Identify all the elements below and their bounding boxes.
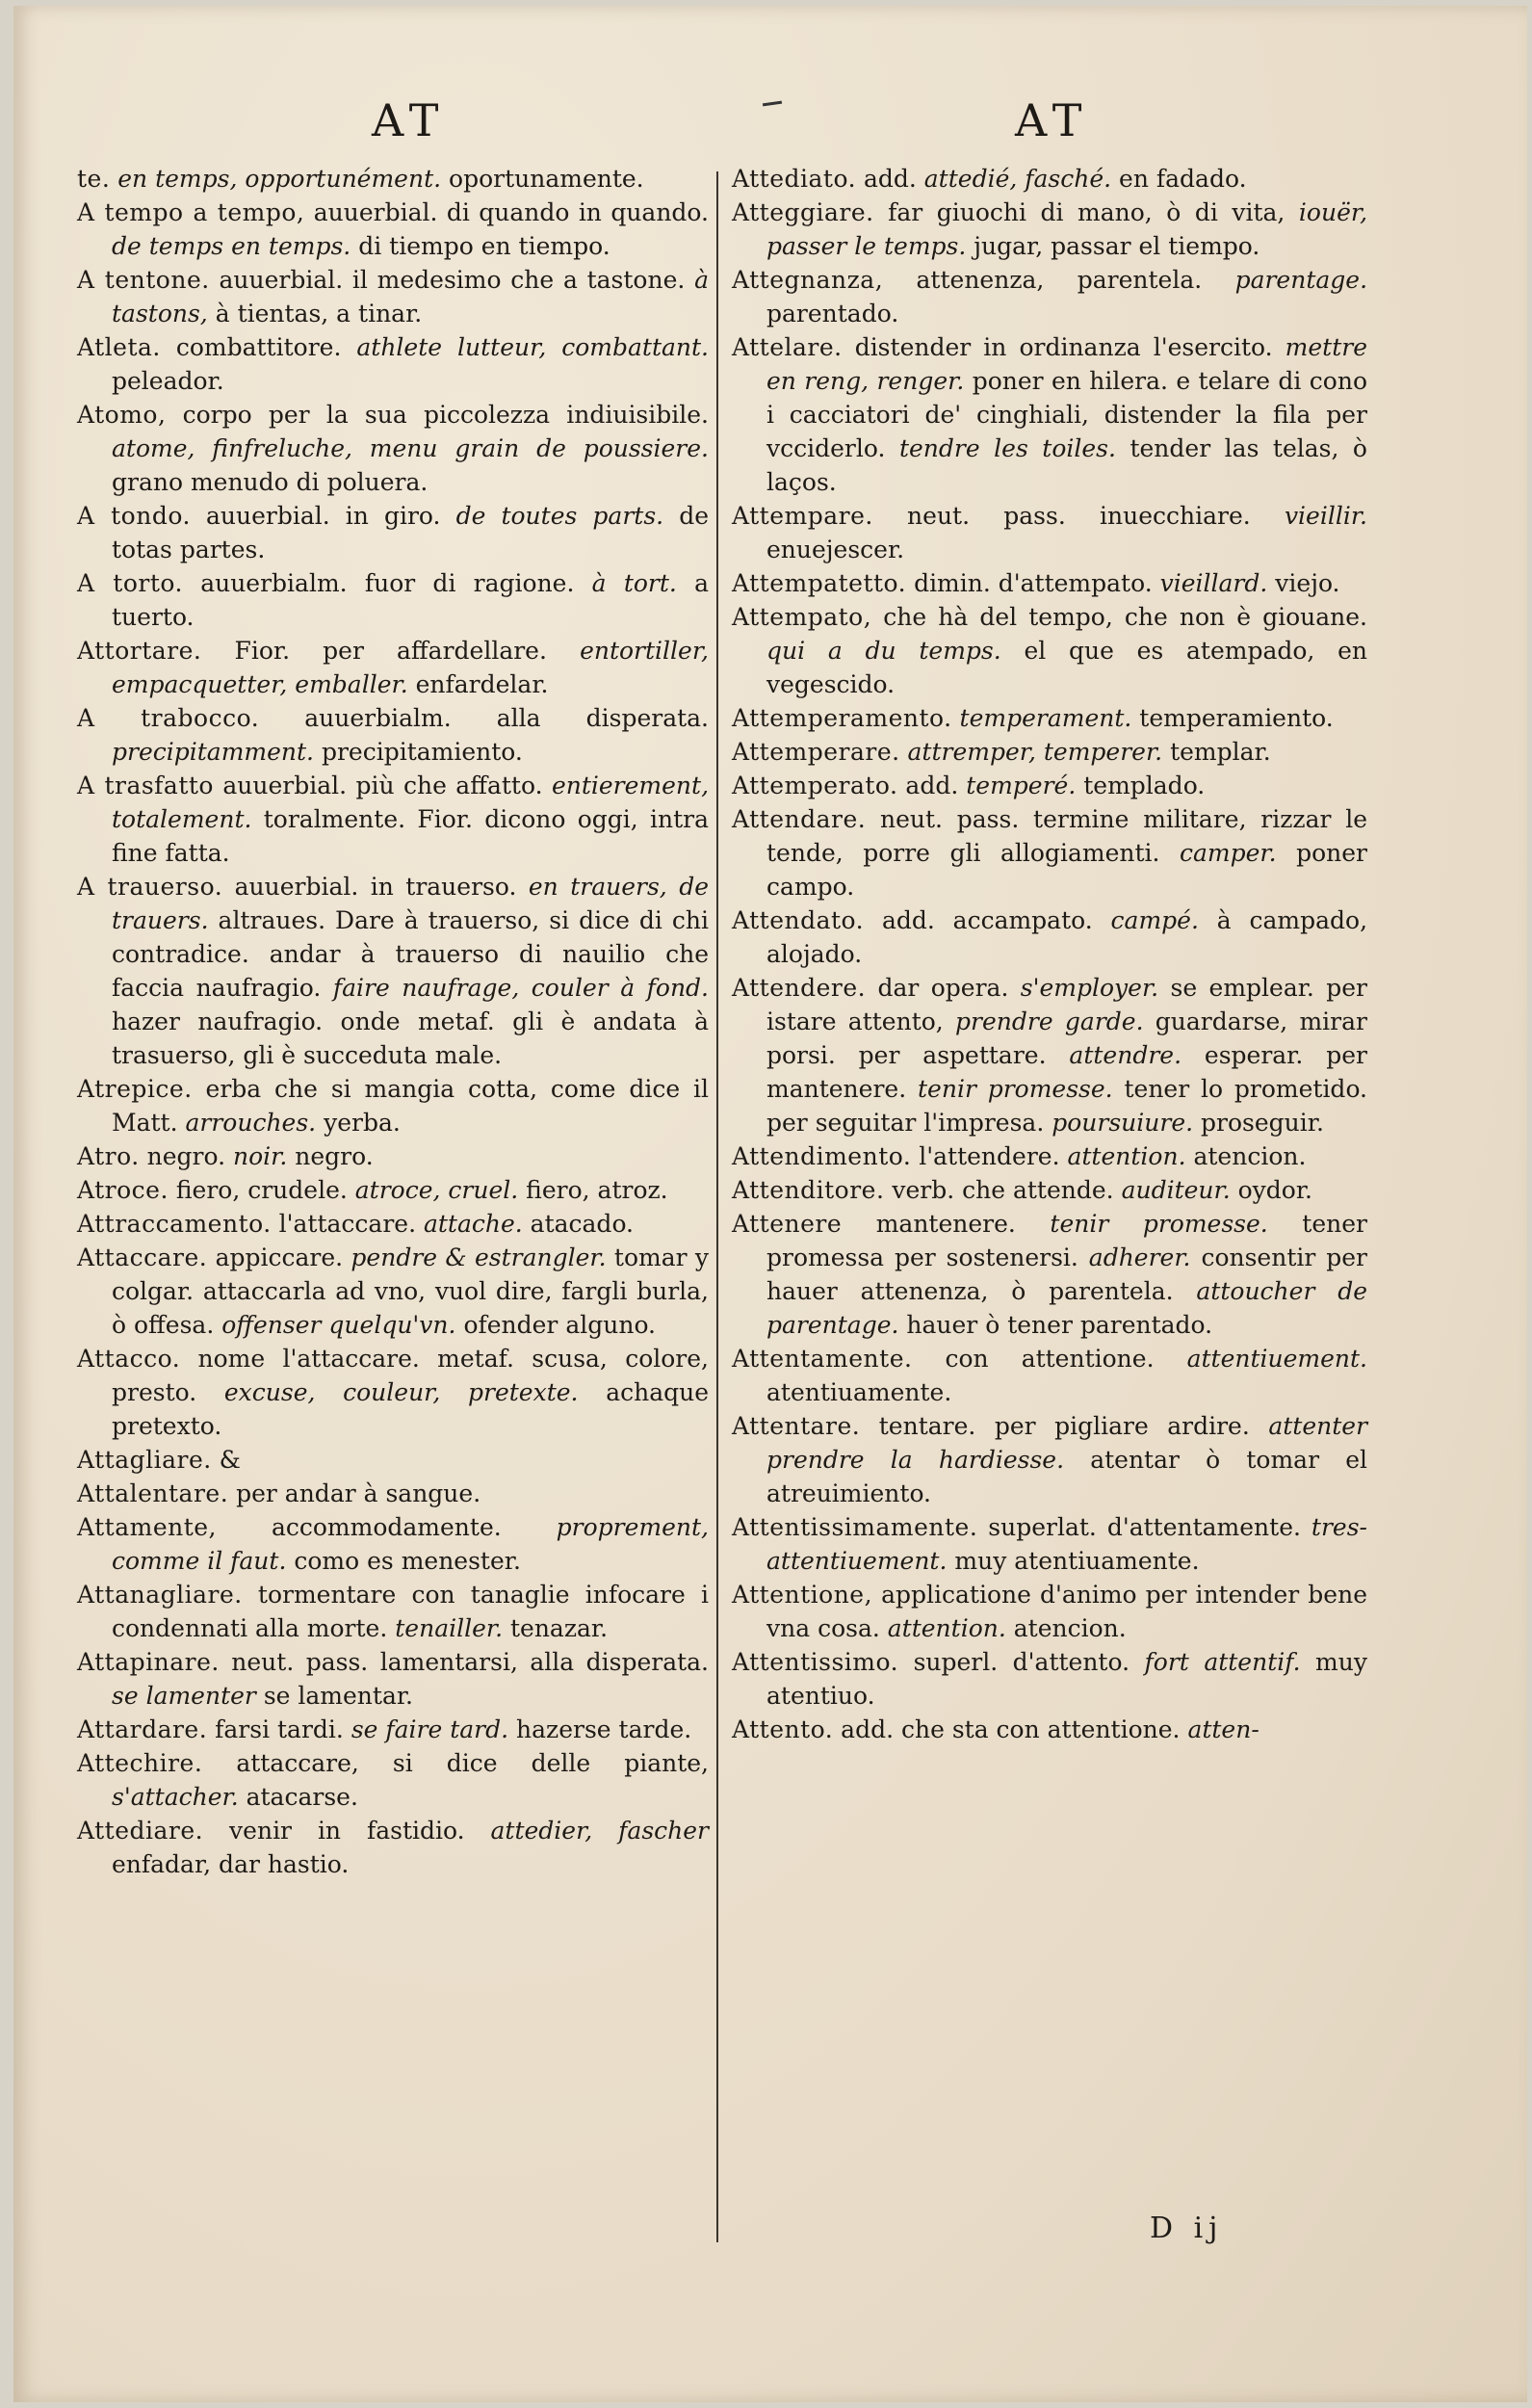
gloss-text: parentado. xyxy=(766,300,899,327)
gloss-text: à tientas, a tinar. xyxy=(215,300,423,327)
gloss-text: mantenere. xyxy=(875,1210,1016,1238)
gloss-text: a tuerto. xyxy=(112,569,710,631)
headword: Attaccare. xyxy=(77,1243,208,1271)
dictionary-entry xyxy=(77,1510,709,1578)
headword: Attamente, xyxy=(77,1513,218,1541)
dictionary-entry xyxy=(77,1139,709,1173)
dictionary-entry xyxy=(732,1409,1367,1510)
gloss-text: & xyxy=(219,1446,241,1474)
french-gloss: arrouches. xyxy=(185,1109,317,1137)
dictionary-entry xyxy=(732,499,1367,566)
headword: Atrepice. xyxy=(77,1075,193,1103)
gloss-text: templado. xyxy=(1083,772,1206,799)
gloss-text: Fior. per affardellare. xyxy=(234,637,547,665)
gloss-text: erba che si mangia cotta, come dice il Matt. xyxy=(112,1075,709,1137)
gloss-text: poner campo. xyxy=(766,839,1367,901)
headword: Attenditore. xyxy=(732,1176,885,1204)
gloss-text: enfadar, dar hastio. xyxy=(112,1850,350,1878)
headword: A trauerso. xyxy=(77,873,223,901)
dictionary-entry xyxy=(77,263,709,330)
headword: Attortare. xyxy=(77,637,202,665)
gloss-text: tenazar. xyxy=(509,1614,609,1642)
gloss-text: venir in fastidio. xyxy=(229,1817,465,1845)
headword: A tentone. xyxy=(77,266,210,294)
french-gloss: faire naufrage, couler à fond. xyxy=(332,974,709,1002)
gloss-text: far giuochi di mano, ò di vita, xyxy=(888,198,1285,226)
gloss-text: attaccare, si dice delle piante, xyxy=(236,1749,709,1777)
headword: A trasfatto xyxy=(77,772,214,799)
column-rule xyxy=(716,171,718,2242)
dictionary-entry xyxy=(77,634,709,701)
dictionary-entry xyxy=(732,1510,1367,1578)
french-gloss: temperament. xyxy=(959,704,1132,732)
dictionary-entry xyxy=(732,769,1367,802)
header-dash xyxy=(763,101,782,107)
french-gloss: attache. xyxy=(423,1210,523,1238)
right-column xyxy=(732,162,1367,1746)
gloss-text: auuerbial. più che affatto. xyxy=(222,772,543,799)
gloss-text: auuerbial. di quando in quando. xyxy=(313,198,709,226)
dictionary-entry xyxy=(77,1713,709,1746)
dictionary-entry xyxy=(732,330,1367,499)
gloss-text: precipitamiento. xyxy=(321,738,523,766)
dictionary-entry xyxy=(732,263,1367,330)
headword: Attenere xyxy=(732,1210,843,1238)
gloss-text: atacado. xyxy=(530,1210,634,1238)
headword: Attentamente. xyxy=(732,1345,913,1373)
gloss-text: tener lo prometido. per seguitar l'impresa. xyxy=(766,1075,1367,1137)
dictionary-entry xyxy=(77,566,709,634)
french-gloss: attoucher de parentage. xyxy=(766,1277,1367,1339)
gloss-text: negro. xyxy=(146,1142,226,1170)
gloss-text: en fadado. xyxy=(1119,165,1247,193)
headword: Attempatetto. xyxy=(732,569,907,597)
gloss-text: negro. xyxy=(295,1142,374,1170)
gloss-text: ofender alguno. xyxy=(463,1311,656,1339)
headword: Attapinare. xyxy=(77,1648,220,1676)
gloss-text: auuerbialm. alla disperata. xyxy=(304,704,709,732)
french-gloss: entortiller, empacquetter, emballer. xyxy=(112,637,709,698)
headword: Attendato. xyxy=(732,906,865,934)
gloss-text: como es menester. xyxy=(294,1547,521,1575)
gloss-text: guardarse, mirar porsi. per aspettare. xyxy=(766,1008,1367,1069)
dictionary-entry xyxy=(77,1477,709,1510)
gloss-text: auuerbialm. fuor di ragione. xyxy=(200,569,575,597)
dictionary-entry xyxy=(77,1173,709,1207)
gloss-text: add. che sta con attentione. xyxy=(841,1715,1181,1743)
dictionary-entry xyxy=(77,1072,709,1139)
french-gloss: camper. xyxy=(1180,839,1277,867)
gloss-text: add. accampato. xyxy=(881,906,1093,934)
dictionary-entry xyxy=(77,330,709,398)
french-gloss: se faire tard. xyxy=(351,1715,509,1743)
dictionary-entry xyxy=(77,499,709,566)
headword: te. xyxy=(77,165,111,193)
gloss-text: atencion. xyxy=(1013,1614,1127,1642)
gloss-text: tener promessa per sostenersi. xyxy=(766,1210,1367,1271)
dictionary-entry xyxy=(77,769,709,870)
french-gloss: pendre & estrangler. xyxy=(351,1243,607,1271)
headword: A trabocco. xyxy=(77,704,260,732)
headword: Attemperare. xyxy=(732,738,900,766)
gloss-text: tormentare con tanaglie infocare i condennati alla morte. xyxy=(112,1581,709,1642)
french-gloss: athlete lutteur, combattant. xyxy=(356,333,710,361)
french-gloss: de toutes parts. xyxy=(455,502,664,530)
french-gloss: auditeur. xyxy=(1121,1176,1231,1204)
left-column xyxy=(77,162,709,1881)
gloss-text: l'attendere. xyxy=(919,1142,1060,1170)
headword: Attentare. xyxy=(732,1412,861,1440)
gloss-text: auuerbial. in giro. xyxy=(206,502,441,530)
gloss-text: superl. d'attento. xyxy=(913,1648,1130,1676)
gloss-text: achaque pretexto. xyxy=(112,1378,709,1440)
dictionary-entry xyxy=(732,1713,1367,1746)
french-gloss: tenir promesse. xyxy=(1050,1210,1268,1238)
gloss-text: hazer naufragio. onde metaf. gli è andata à trasuerso, gli è succeduta male. xyxy=(112,1008,709,1069)
headword: Attechire. xyxy=(77,1749,203,1777)
dictionary-entry xyxy=(77,1645,709,1713)
gloss-text: dimin. d'attempato. xyxy=(914,569,1153,597)
gloss-text: accommodamente. xyxy=(271,1513,502,1541)
gloss-text: neut. pass. termine militare, rizzar le tende, porre gli allogiamenti. xyxy=(766,805,1368,867)
gloss-text: nome l'attaccare. metaf. scusa, colore, presto. xyxy=(112,1345,709,1406)
dictionary-entry xyxy=(732,1645,1367,1713)
french-gloss: s'employer. xyxy=(1020,974,1159,1002)
dictionary-entry xyxy=(77,1746,709,1814)
headword: Attempato, xyxy=(732,603,872,631)
french-gloss: vieillir. xyxy=(1284,502,1367,530)
headword: Atro. xyxy=(77,1142,140,1170)
gloss-text: per andar à sangue. xyxy=(236,1479,481,1507)
gloss-text: che hà del tempo, che non è giouane. xyxy=(883,603,1367,631)
gloss-text: viejo. xyxy=(1275,569,1340,597)
gloss-text: consentir per hauer attenenza, ò parentela. xyxy=(766,1243,1367,1305)
gloss-text: farsi tardi. xyxy=(215,1715,344,1743)
gloss-text: verb. che attende. xyxy=(892,1176,1114,1204)
french-gloss: prendre garde. xyxy=(955,1008,1144,1035)
french-gloss: poursuiure. xyxy=(1052,1109,1194,1137)
french-gloss: atome, finfreluche, menu grain de poussiere. xyxy=(112,434,709,462)
dictionary-entry xyxy=(732,1342,1367,1409)
gloss-text: add. xyxy=(863,165,917,193)
dictionary-entry xyxy=(732,1207,1367,1342)
french-gloss: s'attacher. xyxy=(112,1783,239,1811)
gloss-text: tender las telas, ò laços. xyxy=(766,434,1367,496)
dictionary-entry xyxy=(732,971,1367,1139)
gloss-text: grano menudo di poluera. xyxy=(112,468,428,496)
gloss-text: el que es atempado, en vegescido. xyxy=(766,637,1367,698)
french-gloss: attentiuement. xyxy=(1186,1345,1368,1373)
gloss-text: atentiuamente. xyxy=(766,1378,952,1406)
gloss-text: se emplear. per istare attento, xyxy=(766,974,1368,1035)
french-gloss: adherer. xyxy=(1088,1243,1191,1271)
headword: Attagliare. xyxy=(77,1446,212,1474)
headword: Attendimento. xyxy=(732,1142,912,1170)
gloss-text: appiccare. xyxy=(215,1243,344,1271)
french-gloss: temperé. xyxy=(966,772,1077,799)
gloss-text: proseguir. xyxy=(1201,1109,1324,1137)
headword: Attentissimamente. xyxy=(732,1513,978,1541)
gloss-text: neut. pass. inuecchiare. xyxy=(907,502,1251,530)
french-gloss: fort attentif. xyxy=(1144,1648,1301,1676)
headword: Attemperamento. xyxy=(732,704,952,732)
headword: Atroce. xyxy=(77,1176,169,1204)
french-gloss: tenir promesse. xyxy=(918,1075,1113,1103)
dictionary-entry xyxy=(77,1342,709,1443)
gloss-text: atacarse. xyxy=(246,1783,358,1811)
gloss-text: esperar. per mantenere. xyxy=(766,1041,1367,1103)
dictionary-entry xyxy=(732,1173,1367,1207)
french-gloss: vieillard. xyxy=(1159,569,1268,597)
gloss-text: add. xyxy=(905,772,959,799)
gloss-text: se lamentar. xyxy=(263,1682,414,1710)
french-gloss: attedié, fasché. xyxy=(923,165,1112,193)
gloss-text: auuerbial. in trauerso. xyxy=(234,873,517,901)
dictionary-entry xyxy=(77,1578,709,1645)
gloss-text: de totas partes. xyxy=(112,502,710,563)
dictionary-entry xyxy=(732,566,1367,600)
gloss-text: con attentione. xyxy=(945,1345,1155,1373)
gloss-text: auuerbial. il medesimo che a tastone. xyxy=(219,266,686,294)
french-gloss: se lamenter xyxy=(112,1682,256,1710)
french-gloss: tenailler. xyxy=(395,1614,504,1642)
headword: A tondo. xyxy=(77,502,191,530)
gloss-text: à campado, alojado. xyxy=(766,906,1368,968)
french-gloss: en temps, opportunément. xyxy=(117,165,442,193)
gloss-text: tentare. per pigliare ardire. xyxy=(878,1412,1250,1440)
headword: Attanagliare. xyxy=(77,1581,243,1609)
gloss-text: atencion. xyxy=(1193,1142,1307,1170)
dictionary-entry xyxy=(732,162,1367,196)
headword: Attegnanza, xyxy=(732,266,884,294)
gloss-text: applicatione d'animo per intender bene vna cosa. xyxy=(766,1581,1367,1642)
headword: Attento. xyxy=(732,1715,834,1743)
french-gloss: à tastons, xyxy=(112,266,710,327)
french-gloss: tres-attentiuement. xyxy=(766,1513,1367,1575)
gloss-text: fiero, atroz. xyxy=(526,1176,668,1204)
headword: Attacco. xyxy=(77,1345,181,1373)
french-gloss: mettre en reng, renger. xyxy=(766,333,1367,395)
french-gloss: iouër, passer le temps. xyxy=(766,198,1368,260)
headword: Attediare. xyxy=(77,1817,204,1845)
gloss-text: templar. xyxy=(1170,738,1271,766)
headword: Attempare. xyxy=(732,502,873,530)
gloss-text: combattitore. xyxy=(175,333,342,361)
gloss-text: l'attaccare. xyxy=(278,1210,417,1238)
headword: A tempo a tempo, xyxy=(77,198,305,226)
headword: Attentione, xyxy=(732,1581,873,1609)
dictionary-entry xyxy=(732,701,1367,735)
dictionary-entry xyxy=(77,701,709,769)
gloss-text: di tiempo en tiempo. xyxy=(358,232,610,260)
gloss-text: altraues. Dare à trauerso, si dice di chi contradice. andar à trauerso di nauilio che faccia naufragio. xyxy=(112,906,709,1002)
dictionary-entry xyxy=(732,196,1367,263)
french-gloss: de temps en temps. xyxy=(112,232,351,260)
signature-mark: D ij xyxy=(1150,2212,1224,2245)
headword: Attemperato. xyxy=(732,772,898,799)
book-page xyxy=(13,6,1527,2402)
dictionary-entry xyxy=(732,802,1367,903)
gloss-text: hauer ò tener parentado. xyxy=(906,1311,1213,1339)
gloss-text: oydor. xyxy=(1237,1176,1313,1204)
french-gloss: attention. xyxy=(1067,1142,1186,1170)
dictionary-entry xyxy=(732,1139,1367,1173)
running-head-left: AT xyxy=(372,94,447,146)
gloss-text: distender in ordinanza l'esercito. xyxy=(854,333,1273,361)
french-gloss: à tort. xyxy=(591,569,677,597)
headword: Attalentare. xyxy=(77,1479,229,1507)
gloss-text: hazerse tarde. xyxy=(516,1715,692,1743)
gloss-text: jugar, passar el tiempo. xyxy=(974,232,1260,260)
gloss-text: fiero, crudele. xyxy=(175,1176,348,1204)
gloss-text: attenenza, parentela. xyxy=(916,266,1203,294)
gloss-text: muy atentiuo. xyxy=(766,1648,1367,1710)
french-gloss: proprement, comme il faut. xyxy=(112,1513,710,1575)
gloss-text: enfardelar. xyxy=(415,670,549,698)
gloss-text: yerba. xyxy=(324,1109,401,1137)
french-gloss: qui a du temps. xyxy=(766,637,1001,665)
gloss-text: tomar y colgar. attaccarla ad vno, vuol dire, fargli burla, ò offesa. xyxy=(112,1243,710,1339)
french-gloss: attenter prendre la hardiesse. xyxy=(766,1412,1368,1474)
dictionary-entry xyxy=(732,903,1367,971)
gloss-text: neut. pass. lamentarsi, alla disperata. xyxy=(231,1648,709,1676)
gloss-text: muy atentiuamente. xyxy=(954,1547,1200,1575)
dictionary-entry xyxy=(77,1207,709,1241)
gloss-text: poner en hilera. e telare di cono i cacciatori de' cinghiali, distender la fila per vcciderlo. xyxy=(766,367,1368,462)
french-gloss: attremper, temperer. xyxy=(907,738,1163,766)
dictionary-entry xyxy=(77,162,709,196)
french-gloss: attention. xyxy=(887,1614,1006,1642)
dictionary-entry xyxy=(77,870,709,1072)
french-gloss: tendre les toiles. xyxy=(898,434,1116,462)
french-gloss: en trauers, de trauers. xyxy=(112,873,709,934)
dictionary-entry xyxy=(732,735,1367,769)
headword: Attendere. xyxy=(732,974,867,1002)
headword: Attelare. xyxy=(732,333,843,361)
dictionary-entry xyxy=(732,600,1367,701)
french-gloss: noir. xyxy=(233,1142,288,1170)
french-gloss: excuse, couleur, pretexte. xyxy=(223,1378,579,1406)
dictionary-entry xyxy=(732,1578,1367,1645)
headword: A torto. xyxy=(77,569,183,597)
gloss-text: corpo per la sua piccolezza indiuisibile. xyxy=(182,401,709,429)
gloss-text: superlat. d'attentamente. xyxy=(988,1513,1301,1541)
french-gloss: entierement, totalement. xyxy=(112,772,710,833)
french-gloss: campé. xyxy=(1110,906,1199,934)
gloss-text: dar opera. xyxy=(877,974,1009,1002)
french-gloss: attedier, fascher xyxy=(490,1817,710,1845)
french-gloss: atten- xyxy=(1187,1715,1259,1743)
running-head-right: AT xyxy=(1015,94,1090,146)
dictionary-entry xyxy=(77,398,709,499)
dictionary-entry xyxy=(77,1443,709,1477)
gloss-text: temperamiento. xyxy=(1139,704,1334,732)
gloss-text: oportunamente. xyxy=(449,165,644,193)
french-gloss: offenser quelqu'vn. xyxy=(221,1311,456,1339)
gloss-text: atentar ò tomar el atreuimiento. xyxy=(766,1446,1367,1507)
gloss-text: peleador. xyxy=(112,367,224,395)
headword: Atteggiare. xyxy=(732,198,874,226)
gloss-text: enuejescer. xyxy=(766,536,905,563)
headword: Attediato. xyxy=(732,165,857,193)
french-gloss: atroce, cruel. xyxy=(354,1176,519,1204)
page-edge-tab xyxy=(10,174,27,213)
headword: Attentissimo. xyxy=(732,1648,899,1676)
dictionary-entry xyxy=(77,1814,709,1881)
french-gloss: attendre. xyxy=(1069,1041,1182,1069)
headword: Attendare. xyxy=(732,805,867,833)
french-gloss: parentage. xyxy=(1234,266,1368,294)
gloss-text: toralmente. Fior. dicono oggi, intra fine fatta. xyxy=(112,805,709,867)
french-gloss: precipitamment. xyxy=(112,738,314,766)
headword: Attardare. xyxy=(77,1715,208,1743)
headword: Atleta. xyxy=(77,333,161,361)
headword: Atomo, xyxy=(77,401,167,429)
dictionary-entry xyxy=(77,196,709,263)
headword: Attraccamento. xyxy=(77,1210,272,1238)
dictionary-entry xyxy=(77,1241,709,1342)
